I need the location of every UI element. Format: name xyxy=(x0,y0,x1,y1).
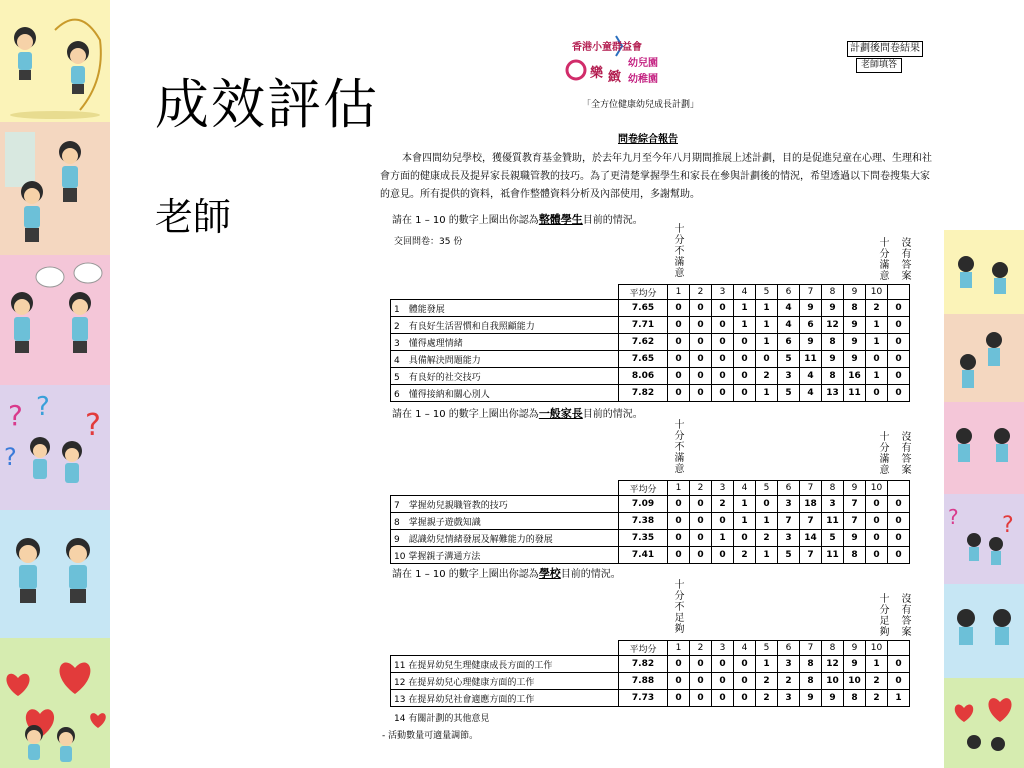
response-count: 3 xyxy=(822,496,844,513)
average-score: 7.82 xyxy=(619,656,668,673)
children-washing-small-illustration xyxy=(944,314,1024,402)
response-count: 0 xyxy=(712,334,734,351)
response-count: 3 xyxy=(778,690,800,707)
report-intro-paragraph: 本會四間幼兒學校，獲優質教育基金贊助，於去年九月至今年八月期間推展上述計劃，目的是促進兒童在心理、生理和社會方面的健康成長及提昇家長親職管教的技巧。為了更清楚掌握學生和家長在參與計劃後的情況，希望透過以下問卷搜集大家的意見。所有提供的資料，祗會作整體資料分析及內部使用，多謝幫助。 xyxy=(380,153,932,200)
response-count: 9 xyxy=(800,334,822,351)
response-count: 0 xyxy=(668,368,690,385)
table-row xyxy=(391,368,910,385)
report-title: 問卷綜合報告 xyxy=(618,134,678,145)
scale-header-4: 4 xyxy=(734,285,756,300)
average-score: 7.62 xyxy=(619,334,668,351)
response-count: 2 xyxy=(756,673,778,690)
response-count: 11 xyxy=(822,513,844,530)
average-score: 7.65 xyxy=(619,300,668,317)
response-count: 2 xyxy=(866,690,888,707)
response-count: 7 xyxy=(800,547,822,564)
response-count: 11 xyxy=(844,385,866,402)
response-count: 0 xyxy=(866,530,888,547)
response-count: 11 xyxy=(822,547,844,564)
response-count: 18 xyxy=(800,496,822,513)
response-count: 0 xyxy=(690,385,712,402)
response-count: 0 xyxy=(734,351,756,368)
response-count: 0 xyxy=(712,385,734,402)
response-count: 11 xyxy=(800,351,822,368)
children-skipping-small-illustration xyxy=(944,230,1024,314)
children-talking-small-illustration xyxy=(944,402,1024,494)
scale-header-1: 1 xyxy=(668,285,690,300)
response-count: 8 xyxy=(822,334,844,351)
scale-header-5: 5 xyxy=(756,285,778,300)
response-count: 5 xyxy=(778,351,800,368)
response-count: 1 xyxy=(756,385,778,402)
section-2-instruction: 請在 1 – 10 的數字上圈出你認為一般家長目前的情況。 xyxy=(392,407,643,420)
response-count: 1 xyxy=(866,368,888,385)
no-answer-header xyxy=(888,481,910,496)
item-label: 3 懂得處理情緒 xyxy=(391,334,619,351)
response-count: 0 xyxy=(712,673,734,690)
header-blank-cell xyxy=(391,481,619,496)
response-count: 0 xyxy=(668,690,690,707)
table-row xyxy=(391,496,910,513)
response-count: 9 xyxy=(844,530,866,547)
response-count: 1 xyxy=(866,317,888,334)
response-count: 0 xyxy=(712,317,734,334)
response-count: 1 xyxy=(734,513,756,530)
scale-header-7: 7 xyxy=(800,481,822,496)
response-count: 1 xyxy=(888,690,910,707)
left-decoration xyxy=(0,0,110,768)
scale-header-9: 9 xyxy=(844,641,866,656)
average-score: 8.06 xyxy=(619,368,668,385)
header-blank-cell xyxy=(391,641,619,656)
scale-header-7: 7 xyxy=(800,641,822,656)
slide-title: 成效評估 xyxy=(155,73,379,136)
response-count: 6 xyxy=(778,334,800,351)
table-row xyxy=(391,385,910,402)
response-count: 1 xyxy=(756,513,778,530)
question-marks-illustration xyxy=(0,385,110,510)
response-count: 0 xyxy=(734,656,756,673)
response-count: 0 xyxy=(690,673,712,690)
response-count: 0 xyxy=(756,351,778,368)
scale-header-2: 2 xyxy=(690,285,712,300)
response-count: 9 xyxy=(800,690,822,707)
scale-header-9: 9 xyxy=(844,481,866,496)
svg-text:?: ? xyxy=(1002,513,1014,538)
children-hearts-small-illustration xyxy=(944,678,1024,768)
average-score: 7.41 xyxy=(619,547,668,564)
response-count: 4 xyxy=(800,385,822,402)
section-3-table xyxy=(390,640,910,707)
response-count: 0 xyxy=(668,496,690,513)
slide-subtitle: 老師 xyxy=(155,195,232,239)
response-count: 0 xyxy=(690,690,712,707)
scale-header-2: 2 xyxy=(690,481,712,496)
response-count: 10 xyxy=(844,673,866,690)
item-label: 1 體能發展 xyxy=(391,300,619,317)
children-dancing-small-illustration xyxy=(944,584,1024,678)
response-count: 8 xyxy=(844,547,866,564)
response-count: 1 xyxy=(756,547,778,564)
svg-text:?: ? xyxy=(4,443,17,471)
section-2-table xyxy=(390,480,910,564)
section-1-instruction: 請在 1 – 10 的數字上圈出你認為整體學生目前的情況。 xyxy=(392,213,643,226)
scale-header-8: 8 xyxy=(822,641,844,656)
response-count: 4 xyxy=(800,368,822,385)
section-3-no-answer-label: 沒有答案 xyxy=(901,594,912,638)
response-count: 14 xyxy=(800,530,822,547)
response-count: 12 xyxy=(822,317,844,334)
table-header-row xyxy=(391,641,910,656)
response-count: 7 xyxy=(800,513,822,530)
children-skipping-illustration xyxy=(0,0,110,122)
average-header: 平均分 xyxy=(619,481,668,496)
average-header: 平均分 xyxy=(619,641,668,656)
children-dancing-illustration xyxy=(0,510,110,638)
scale-header-9: 9 xyxy=(844,285,866,300)
response-count: 2 xyxy=(866,673,888,690)
svg-text:?: ? xyxy=(948,505,959,529)
scale-header-8: 8 xyxy=(822,481,844,496)
response-count: 0 xyxy=(888,673,910,690)
table-row xyxy=(391,656,910,673)
response-count: 9 xyxy=(844,351,866,368)
response-count: 1 xyxy=(756,317,778,334)
response-count: 2 xyxy=(756,530,778,547)
table-header-row xyxy=(391,481,910,496)
response-count: 9 xyxy=(822,351,844,368)
response-count: 0 xyxy=(690,547,712,564)
no-answer-header xyxy=(888,285,910,300)
logo-kindergarten-line1: 幼兒園 xyxy=(628,58,658,69)
table-row xyxy=(391,690,910,707)
response-count: 0 xyxy=(668,317,690,334)
response-count: 0 xyxy=(712,513,734,530)
table-row xyxy=(391,673,910,690)
scale-header-4: 4 xyxy=(734,641,756,656)
average-score: 7.09 xyxy=(619,496,668,513)
response-count: 13 xyxy=(822,385,844,402)
response-count: 1 xyxy=(866,656,888,673)
section-2-no-answer-label: 沒有答案 xyxy=(901,432,912,476)
response-count: 0 xyxy=(668,351,690,368)
children-talking-illustration xyxy=(0,255,110,385)
response-count: 0 xyxy=(734,673,756,690)
scale-header-2: 2 xyxy=(690,641,712,656)
scale-header-3: 3 xyxy=(712,285,734,300)
response-count: 7 xyxy=(844,513,866,530)
scale-header-3: 3 xyxy=(712,641,734,656)
response-count: 9 xyxy=(822,300,844,317)
response-count: 0 xyxy=(888,351,910,368)
response-count: 2 xyxy=(756,690,778,707)
logo-char-left: 樂 xyxy=(590,66,604,81)
average-header: 平均分 xyxy=(619,285,668,300)
item-label: 4 具備解決問題能力 xyxy=(391,351,619,368)
response-count: 0 xyxy=(866,351,888,368)
scale-header-5: 5 xyxy=(756,641,778,656)
response-count: 3 xyxy=(778,656,800,673)
response-count: 9 xyxy=(844,334,866,351)
response-count: 0 xyxy=(712,690,734,707)
response-count: 0 xyxy=(690,300,712,317)
average-score: 7.35 xyxy=(619,530,668,547)
response-count: 2 xyxy=(778,673,800,690)
response-count: 1 xyxy=(712,530,734,547)
response-count: 0 xyxy=(690,368,712,385)
respondent-label-box: 老師填答 xyxy=(856,58,902,73)
response-count: 8 xyxy=(844,690,866,707)
section-3-low-label: 十分不足夠 xyxy=(674,580,685,635)
response-count: 0 xyxy=(888,496,910,513)
section-1-table xyxy=(390,284,910,402)
question-marks-small-illustration xyxy=(944,494,1024,584)
response-count: 0 xyxy=(888,530,910,547)
response-count: 0 xyxy=(712,300,734,317)
response-count: 0 xyxy=(668,547,690,564)
response-count: 0 xyxy=(668,673,690,690)
response-count: 0 xyxy=(756,496,778,513)
response-count: 7 xyxy=(844,496,866,513)
response-count: 0 xyxy=(866,513,888,530)
item-label: 2 有良好生活習慣和自我照顧能力 xyxy=(391,317,619,334)
response-count: 1 xyxy=(734,300,756,317)
response-count: 0 xyxy=(734,530,756,547)
children-washing-illustration xyxy=(0,122,110,255)
result-label-box: 計劃後問卷結果 xyxy=(847,41,923,57)
item-label: 6 懂得接納和關心別人 xyxy=(391,385,619,402)
scale-header-6: 6 xyxy=(778,285,800,300)
plan-name: 「全方位健康幼兒成長計劃」 xyxy=(582,100,700,110)
response-count: 0 xyxy=(888,368,910,385)
response-count: 0 xyxy=(690,351,712,368)
response-count: 0 xyxy=(734,368,756,385)
section-3-high-label: 十分足夠 xyxy=(879,594,890,638)
organization-logo xyxy=(564,30,694,96)
response-count: 8 xyxy=(822,368,844,385)
response-count: 0 xyxy=(668,385,690,402)
response-count: 1 xyxy=(866,334,888,351)
section-2-low-label: 十分不滿意 xyxy=(674,420,685,475)
response-count: 9 xyxy=(844,656,866,673)
section-2-high-label: 十分滿意 xyxy=(879,432,890,476)
response-count: 1 xyxy=(756,656,778,673)
header-blank-cell xyxy=(391,285,619,300)
response-count: 0 xyxy=(712,368,734,385)
response-count: 0 xyxy=(888,317,910,334)
response-count: 0 xyxy=(888,300,910,317)
response-count: 0 xyxy=(888,513,910,530)
table-row xyxy=(391,351,910,368)
response-count: 1 xyxy=(756,334,778,351)
average-score: 7.82 xyxy=(619,385,668,402)
response-count: 5 xyxy=(778,547,800,564)
response-count: 12 xyxy=(822,656,844,673)
scale-header-10: 10 xyxy=(866,641,888,656)
svg-text:?: ? xyxy=(36,392,50,422)
table-row xyxy=(391,334,910,351)
response-count: 6 xyxy=(800,317,822,334)
logo-kindergarten-line2: 幼稚園 xyxy=(628,74,658,85)
response-count: 0 xyxy=(690,530,712,547)
response-count: 1 xyxy=(734,317,756,334)
logo-char-mid: 緻 xyxy=(608,70,622,85)
children-hearts-illustration xyxy=(0,638,110,768)
response-count: 0 xyxy=(734,385,756,402)
scale-header-10: 10 xyxy=(866,285,888,300)
average-score: 7.71 xyxy=(619,317,668,334)
item-label: 5 有良好的社交技巧 xyxy=(391,368,619,385)
scale-header-8: 8 xyxy=(822,285,844,300)
table-row xyxy=(391,317,910,334)
table-header-row xyxy=(391,285,910,300)
right-decoration xyxy=(944,230,1024,768)
response-count: 3 xyxy=(778,368,800,385)
svg-text:?: ? xyxy=(8,399,23,432)
average-score: 7.88 xyxy=(619,673,668,690)
response-count: 0 xyxy=(690,513,712,530)
table-row xyxy=(391,530,910,547)
scale-header-6: 6 xyxy=(778,481,800,496)
comment-note: - 活動數量可適量調節。 xyxy=(382,731,479,741)
item-label: 9 認識幼兒情緒發展及解難能力的發展 xyxy=(391,530,619,547)
response-count: 7 xyxy=(778,513,800,530)
average-score: 7.65 xyxy=(619,351,668,368)
response-count: 4 xyxy=(778,300,800,317)
response-count: 9 xyxy=(844,317,866,334)
section-1-no-answer-label: 沒有答案 xyxy=(901,238,912,282)
response-count: 0 xyxy=(668,334,690,351)
section-3-instruction: 請在 1 – 10 的數字上圈出你認為學校目前的情況。 xyxy=(392,567,621,580)
response-count: 0 xyxy=(690,334,712,351)
response-count: 16 xyxy=(844,368,866,385)
svg-text:?: ? xyxy=(85,408,101,443)
response-count: 0 xyxy=(712,547,734,564)
response-count: 8 xyxy=(800,673,822,690)
response-count: 0 xyxy=(668,513,690,530)
scale-header-6: 6 xyxy=(778,641,800,656)
response-count: 0 xyxy=(712,351,734,368)
response-count: 5 xyxy=(822,530,844,547)
survey-report-document xyxy=(378,28,938,768)
response-count: 9 xyxy=(800,300,822,317)
returned-count: 交回問卷：35 份 xyxy=(394,237,463,247)
scale-header-1: 1 xyxy=(668,641,690,656)
item-label: 10 掌握親子溝通方法 xyxy=(391,547,619,564)
response-count: 0 xyxy=(888,547,910,564)
average-score: 7.38 xyxy=(619,513,668,530)
scale-header-10: 10 xyxy=(866,481,888,496)
response-count: 0 xyxy=(712,656,734,673)
response-count: 0 xyxy=(866,385,888,402)
response-count: 4 xyxy=(778,317,800,334)
scale-header-1: 1 xyxy=(668,481,690,496)
scale-header-3: 3 xyxy=(712,481,734,496)
response-count: 2 xyxy=(756,368,778,385)
section-1-high-label: 十分滿意 xyxy=(879,238,890,282)
response-count: 9 xyxy=(822,690,844,707)
response-count: 0 xyxy=(690,496,712,513)
response-count: 0 xyxy=(734,334,756,351)
response-count: 0 xyxy=(888,656,910,673)
item-label: 12 在提昇幼兒心理健康方面的工作 xyxy=(391,673,619,690)
other-comments-question: 14 有關計劃的其他意見 xyxy=(394,714,490,724)
response-count: 0 xyxy=(888,385,910,402)
item-label: 7 掌握幼兒親職管教的技巧 xyxy=(391,496,619,513)
response-count: 0 xyxy=(668,530,690,547)
response-count: 3 xyxy=(778,530,800,547)
response-count: 0 xyxy=(866,496,888,513)
organization-name: 香港小童群益會 xyxy=(572,42,642,53)
response-count: 0 xyxy=(888,334,910,351)
scale-header-4: 4 xyxy=(734,481,756,496)
response-count: 8 xyxy=(844,300,866,317)
section-1-low-label: 十分不滿意 xyxy=(674,224,685,279)
response-count: 1 xyxy=(756,300,778,317)
response-count: 2 xyxy=(866,300,888,317)
response-count: 1 xyxy=(734,496,756,513)
item-label: 8 掌握親子遊戲知識 xyxy=(391,513,619,530)
response-count: 0 xyxy=(866,547,888,564)
response-count: 0 xyxy=(690,656,712,673)
response-count: 3 xyxy=(778,496,800,513)
item-label: 13 在提昇幼兒社會適應方面的工作 xyxy=(391,690,619,707)
response-count: 8 xyxy=(800,656,822,673)
scale-header-7: 7 xyxy=(800,285,822,300)
response-count: 0 xyxy=(734,690,756,707)
response-count: 5 xyxy=(778,385,800,402)
table-row xyxy=(391,300,910,317)
response-count: 2 xyxy=(734,547,756,564)
item-label: 11 在提昇幼兒生理健康成長方面的工作 xyxy=(391,656,619,673)
response-count: 0 xyxy=(668,300,690,317)
scale-header-5: 5 xyxy=(756,481,778,496)
response-count: 10 xyxy=(822,673,844,690)
response-count: 2 xyxy=(712,496,734,513)
average-score: 7.73 xyxy=(619,690,668,707)
no-answer-header xyxy=(888,641,910,656)
table-row xyxy=(391,547,910,564)
response-count: 0 xyxy=(690,317,712,334)
table-row xyxy=(391,513,910,530)
response-count: 0 xyxy=(668,656,690,673)
